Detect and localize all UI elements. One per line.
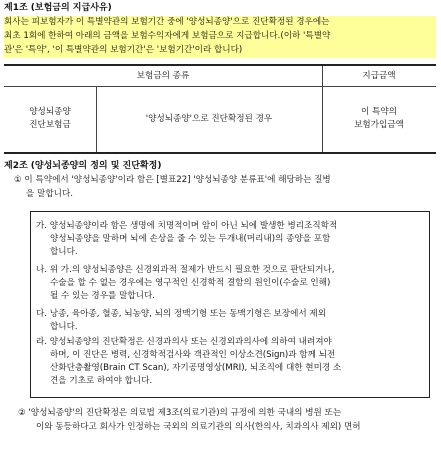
article-2-para1-line: 을 말합니다. [26, 189, 73, 199]
table-cell-type-line: 양성뇌종양 [29, 107, 71, 117]
article-2-para1-line: ① 이 특약에서 '양성뇌종양'이라 함은 [별표22] '양성뇌종양 분류표'에 해당하는 질병 [14, 175, 331, 185]
definition-item-da [36, 308, 421, 334]
definition-item-na [36, 264, 421, 303]
article-1-title: 제1조 (보험금의 지급사유) [4, 3, 112, 13]
definition-line: 가. 양성뇌종양이라 함은 생명에 치명적이며 암이 아닌 뇌에 발생한 병리조직학적 [36, 221, 338, 231]
article-2-para2 [4, 407, 436, 435]
benefit-table [4, 64, 436, 154]
definition-line: 라. 양성뇌종양의 진단확정은 신경과의사 또는 신경외과의사에 의하여 내려져야 [36, 337, 332, 347]
article-1-line: 최초 1회에 한하여 아래의 금액을 보험수익자에게 보험금으로 지급합니다.(이하 '특별약 [4, 30, 436, 44]
definition-line: 견을 기초로 하여야 합니다. [50, 376, 153, 386]
definition-line: 나. 위 가.의 양성뇌종양은 신경외과적 절제가 반드시 필요한 것으로 판단되거나, [36, 265, 335, 275]
definition-line: 수술을 할 수 없는 경우에는 영구적인 신경학적 결함의 원인이(수술로 인해) [50, 278, 331, 288]
table-header-amount: 지급금액 [362, 70, 396, 81]
definition-line: 하며, 이 진단은 병력, 신경학적검사와 객관적인 이상소견(Sign)과 함께 뇌전 [50, 350, 336, 360]
definition-item-ga [36, 220, 421, 259]
table-cell-condition: '양성뇌종양'으로 진단확정된 경우 [145, 113, 273, 124]
table-cell-amount-line: 이 특약의 [361, 107, 397, 117]
article-1-line: 관'은 '특약', '이 특별약관의 보험기간'은 '보험기간'이라 합니다) [4, 44, 436, 58]
article-1-line: 회사는 피보험자가 이 특별약관의 보험기간 중에 '양성뇌종양'으로 진단확정된 경우에는 [4, 16, 436, 30]
definition-line: 산화단층촬영(Brain CT Scan), 자기공명영상(MRI), 뇌조직에 대한 현미경 소 [50, 363, 342, 373]
definition-line: 양성뇌종양을 말하며 뇌에 손상을 줄 수 있는 두개내(머리내)의 종양을 포함 [50, 234, 331, 244]
article-2 [4, 160, 436, 202]
article-2-para2-line: ② '양성뇌종양'의 진단확정은 의료법 제3조(의료기관)의 규정에 의한 국내의 병원 또는 [18, 408, 342, 418]
table-cell-amount [322, 86, 436, 152]
table-cell-amount-line: 보험가입금액 [354, 120, 404, 130]
definition-line: 될 수 있는 경우를 말합니다. [50, 291, 155, 301]
definition-box [30, 211, 430, 398]
definition-line: 합니다. [50, 322, 78, 332]
table-header-type: 보험금의 종류 [136, 70, 190, 81]
table-cell-type-line: 진단보험금 [29, 120, 71, 130]
article-2-title: 제2조 (양성뇌종양의 정의 및 진단확정) [4, 161, 162, 171]
definition-item-ra [36, 336, 421, 388]
article-1 [4, 2, 436, 58]
definition-line: 다. 낭종, 육아종, 혈종, 뇌농양, 뇌의 정맥기형 또는 동맥기형은 보장에서 제외 [36, 309, 327, 319]
article-2-para2-line: 이와 동등하다고 회사가 인정하는 국외의 의료기관의 의사(한의사, 치과의사 제외) 면허 [36, 422, 361, 432]
definition-line: 합니다. [50, 247, 78, 257]
table-cell-type [4, 86, 96, 152]
